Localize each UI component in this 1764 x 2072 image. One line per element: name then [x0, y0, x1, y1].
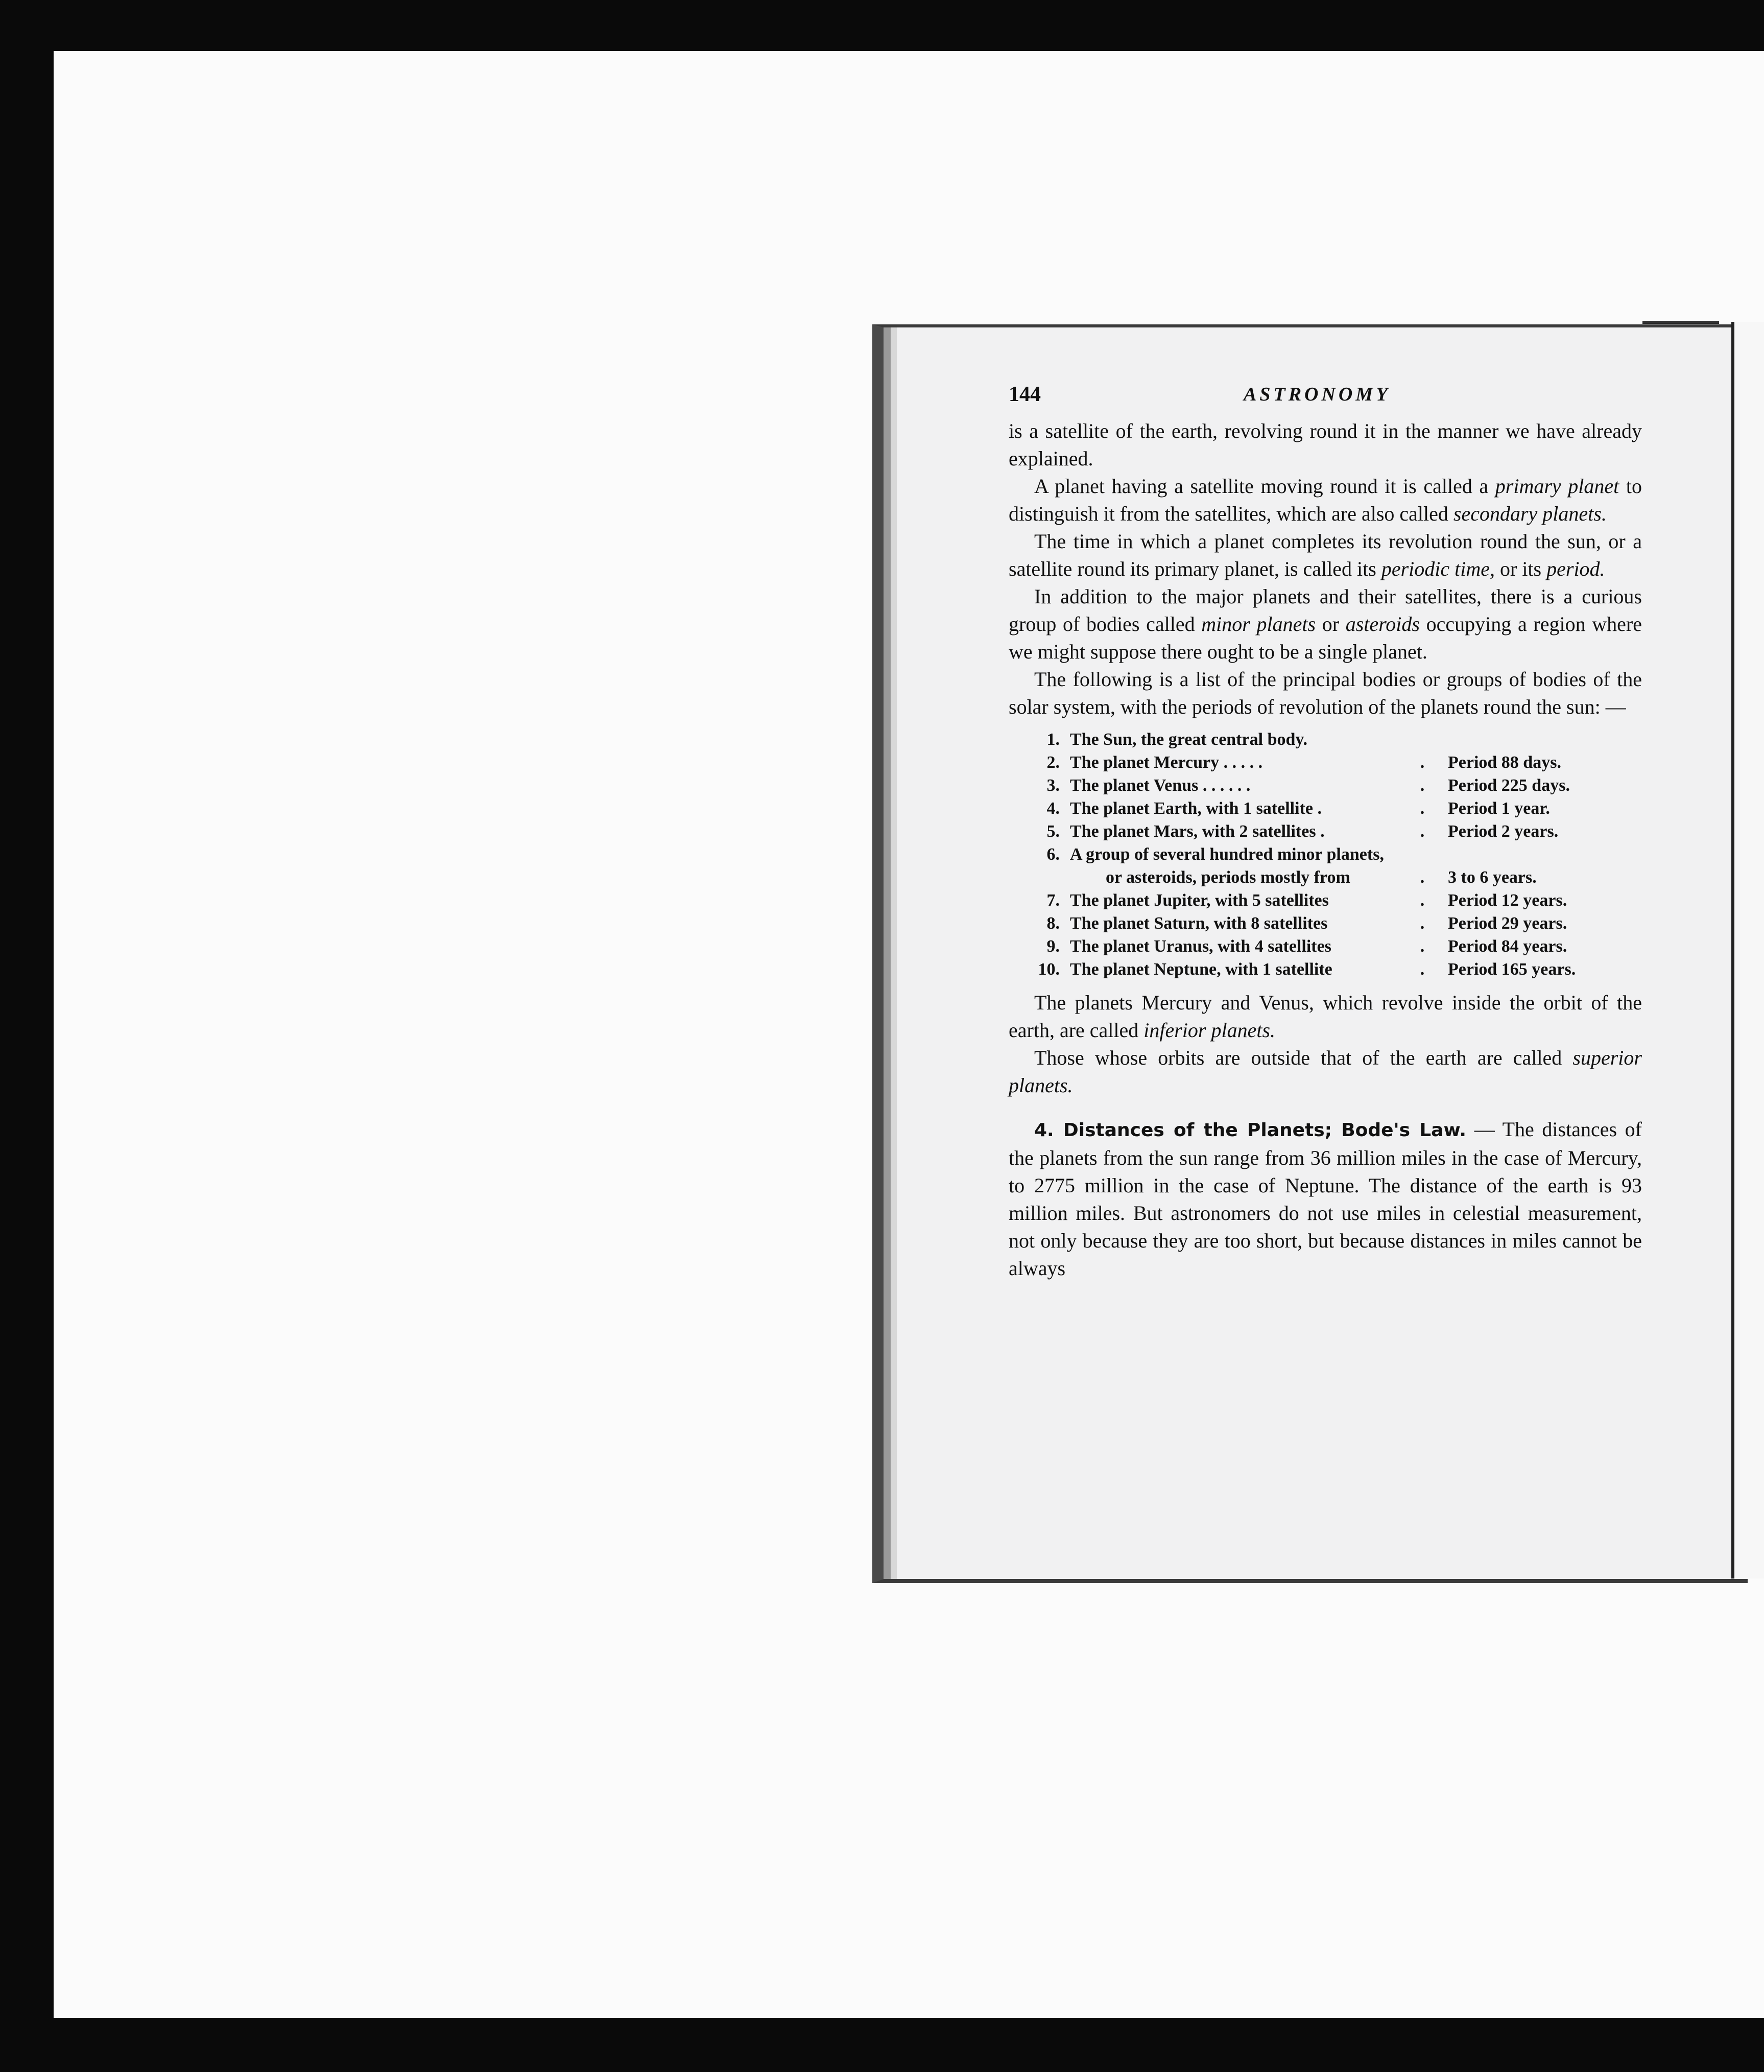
item-number: 2.: [1046, 753, 1060, 772]
text: The following is a list of the principal bodies or groups of bodies of the solar system, with the periods of revolution of the planets round the sun: —: [1009, 668, 1642, 718]
list-item: [1009, 728, 1642, 751]
list-item: [1009, 751, 1642, 774]
item-description: The planet Earth, with 1 satellite .: [1070, 799, 1322, 818]
text: is a satellite of the earth, revolving round it in the manner we have already explained.: [1009, 419, 1642, 470]
text: — The distances of the planets from the sun range from 36 million miles in the case of Mercury, to 2775 million in the case of Neptune. The distance of the earth is 93 million miles. But astronomers do not use miles in celestial measurement, not only because they are too short, but because distances in miles cannot be always: [1009, 1118, 1642, 1280]
italic-term: inferior planets.: [1143, 1019, 1276, 1042]
list-item: [1009, 889, 1642, 912]
item-number: 4.: [1046, 799, 1060, 818]
running-head: [1009, 381, 1642, 413]
item-period: Period 29 years.: [1448, 914, 1567, 933]
italic-term: asteroids: [1345, 613, 1420, 635]
text: The planets Mercury and Venus, which revolve inside the orbit of the earth, are called: [1009, 991, 1642, 1042]
item-number: 10.: [1038, 960, 1060, 979]
item-period: 3 to 6 years.: [1448, 868, 1537, 887]
item-number: 1.: [1046, 730, 1060, 749]
item-period: Period 165 years.: [1448, 960, 1576, 979]
item-description: The planet Neptune, with 1 satellite: [1070, 960, 1332, 979]
item-number: 5.: [1046, 822, 1060, 841]
paragraph: [1009, 989, 1642, 1044]
text: Those whose orbits are outside that of the earth are called: [1034, 1046, 1573, 1069]
page-number: 144: [1009, 383, 1041, 406]
list-item: [1009, 843, 1642, 866]
text: In addition to the major planets and their satellites, there is a curious group of bodies called: [1009, 585, 1642, 635]
film-border-bottom: [0, 2018, 1764, 2072]
paragraph: [1009, 528, 1642, 583]
item-description: The Sun, the great central body.: [1070, 730, 1308, 749]
leader-dot: .: [1420, 776, 1425, 795]
italic-term: superior planets.: [1009, 1046, 1642, 1097]
item-description: The planet Jupiter, with 5 satellites: [1070, 891, 1329, 910]
leader-dot: .: [1420, 868, 1425, 887]
item-description: A group of several hundred minor planets,: [1070, 845, 1384, 864]
list-item: [1009, 774, 1642, 797]
item-description: The planet Mars, with 2 satellites .: [1070, 822, 1325, 841]
italic-term: minor planets: [1201, 613, 1316, 635]
leader-dot: .: [1420, 937, 1425, 956]
running-title: ASTRONOMY: [1244, 384, 1391, 405]
item-period: Period 1 year.: [1448, 799, 1550, 818]
item-number: 6.: [1046, 845, 1060, 864]
italic-term: primary planet: [1495, 475, 1619, 498]
paragraph: [1009, 666, 1642, 721]
list-item: [1009, 797, 1642, 820]
italic-term: period.: [1546, 557, 1605, 580]
item-description: The planet Venus . . . . . .: [1070, 776, 1251, 795]
leader-dot: .: [1420, 822, 1425, 841]
section-paragraph: [1009, 1116, 1642, 1282]
item-number: 8.: [1046, 914, 1060, 933]
item-description: The planet Mercury . . . . .: [1070, 753, 1263, 772]
list-item: [1009, 820, 1642, 843]
solar-system-list: [1009, 728, 1642, 981]
item-description: The planet Uranus, with 4 satellites: [1070, 937, 1331, 956]
text: occupying a region where we might suppose there ought to be a single planet.: [1009, 613, 1642, 663]
item-description: or asteroids, periods mostly from: [1106, 868, 1350, 887]
text: or its: [1495, 557, 1547, 580]
facing-page-edge: [1731, 322, 1764, 1579]
item-number: 3.: [1046, 776, 1060, 795]
list-item: [1009, 958, 1642, 981]
text: A planet having a satellite moving round it is called a: [1034, 475, 1495, 498]
item-number: 9.: [1046, 937, 1060, 956]
leader-dot: .: [1420, 891, 1425, 910]
paragraph: [1009, 583, 1642, 666]
item-period: Period 88 days.: [1448, 753, 1561, 772]
list-item: [1009, 935, 1642, 958]
paragraph: [1009, 1044, 1642, 1099]
leader-dot: .: [1420, 753, 1425, 772]
list-item: [1009, 912, 1642, 935]
leader-dot: .: [1420, 914, 1425, 933]
leader-dot: .: [1420, 799, 1425, 818]
paragraph: [1009, 417, 1642, 473]
italic-term: secondary planets.: [1453, 502, 1607, 525]
item-period: Period 2 years.: [1448, 822, 1559, 841]
list-item: [1009, 866, 1642, 889]
item-period: Period 84 years.: [1448, 937, 1567, 956]
item-period: Period 12 years.: [1448, 891, 1567, 910]
item-number: 7.: [1046, 891, 1060, 910]
leader-dot: .: [1420, 960, 1425, 979]
text: The time in which a planet completes its revolution round the sun, or a satellite round its primary planet, is called its: [1009, 530, 1642, 580]
text: or: [1316, 613, 1346, 635]
paragraph: [1009, 473, 1642, 528]
text: to distinguish it from the satellites, which are also called: [1009, 475, 1642, 525]
italic-term: periodic time,: [1381, 557, 1495, 580]
page-text: [1009, 381, 1642, 1282]
page-edge: [1642, 321, 1719, 324]
item-description: The planet Saturn, with 8 satellites: [1070, 914, 1328, 933]
section-heading: 4. Distances of the Planets; Bode's Law.: [1034, 1120, 1467, 1141]
item-period: Period 225 days.: [1448, 776, 1570, 795]
